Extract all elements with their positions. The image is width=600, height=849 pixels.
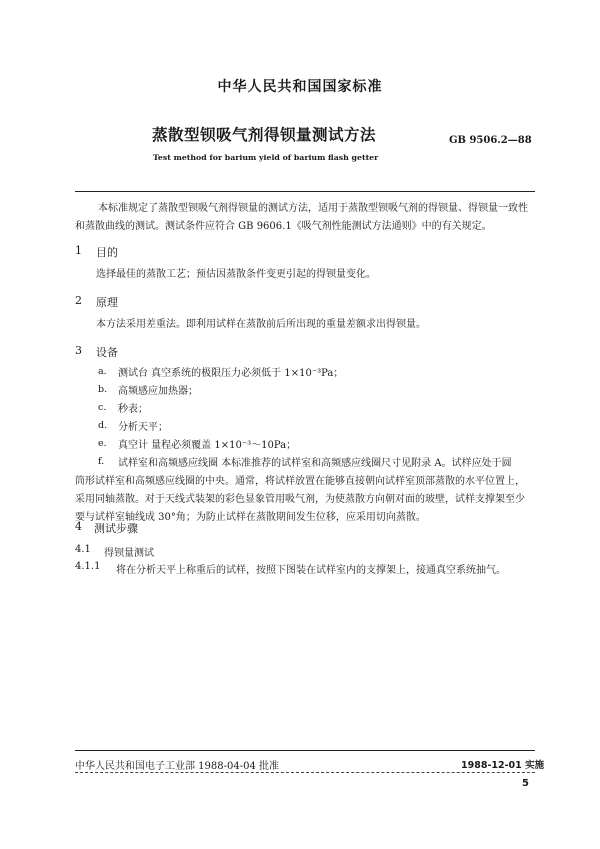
footer-dashed-rule [75,772,535,773]
section-2-title: 原理 [96,296,118,309]
page-number: 5 [522,778,529,789]
subsection-4-1-1-text: 将在分析天平上称重后的试样，按照下图装在试样室内的支撑架上，接通真空系统抽气。 [116,565,506,576]
section-3-title: 设备 [96,346,118,359]
item-a-mark: a. [98,366,107,377]
item-a-text: 测试台 真空系统的极限压力必须低于 1×10⁻³Pa； [118,368,344,379]
section-1-body: 选择最佳的蒸散工艺；预估因蒸散条件变更引起的得钡量变化。 [96,269,376,280]
footer-divider [75,750,535,751]
item-b-text: 高频感应加热器； [118,386,198,397]
effective-date: 1988-12-01 实施 [461,760,545,771]
item-d-text: 分析天平； [118,422,168,433]
header-divider [75,191,535,192]
item-d-mark: d. [98,420,108,431]
intro-line-1: 本标准规定了蒸散型钡吸气剂得钡量的测试方法，适用于蒸散型钡吸气剂的得钡量、得钡量一致性 [98,203,528,214]
standard-code: GB 9506.2—88 [449,135,532,146]
item-f-line-3: 采用同轴蒸散。对于天线式装架的彩色显象管用吸气剂，为使蒸散方向朝对面的玻壁，试样支撑架至少 [75,494,525,505]
title-cn: 蒸散型钡吸气剂得钡量测试方法 [152,126,377,144]
section-1-number: 1 [75,244,82,257]
section-2-number: 2 [75,294,82,307]
item-f-mark: f. [98,456,105,467]
section-1-title: 目的 [96,246,118,259]
issuing-org: 中华人民共和国国家标准 [217,79,383,95]
section-3-number: 3 [75,344,82,357]
item-c-mark: c. [98,402,107,413]
item-f-line-1: 试样室和高频感应线圈 本标准推荐的试样室和高频感应线圈尺寸见附录 A。试样应处于圆 [118,458,512,469]
subsection-4-1-1-number: 4.1.1 [75,561,101,572]
section-4-number: 4 [75,520,82,533]
intro-line-2: 和蒸散曲线的测试。测试条件应符合 GB 9606.1《吸气剂性能测试方法通则》中的有关规定。 [75,221,492,232]
item-f-line-2: 筒形试样室和高频感应线圈的中央。通常，将试样放置在能够直接朝向试样室顶部蒸散的水平位置上， [75,476,525,487]
item-b-mark: b. [98,384,108,395]
section-2-body: 本方法采用差重法。即利用试样在蒸散前后所出现的重量差额求出得钡量。 [96,319,426,330]
item-e-text: 真空计 量程必须覆盖 1×10⁻³～10Pa； [118,440,297,451]
subsection-4-1-number: 4.1 [75,544,91,555]
item-c-text: 秒表； [118,404,148,415]
section-4-title: 测试步骤 [94,522,138,535]
item-e-mark: e. [98,438,107,449]
title-en: Test method for barium yield of barium flash getter [153,153,379,162]
item-f-line-4: 要与试样室轴线成 30°角；为防止试样在蒸散期间发生位移，应采用切向蒸散。 [75,512,426,523]
approval-note: 中华人民共和国电子工业部 1988-04-04 批准 [75,761,280,772]
subsection-4-1-title: 得钡量测试 [104,548,154,559]
